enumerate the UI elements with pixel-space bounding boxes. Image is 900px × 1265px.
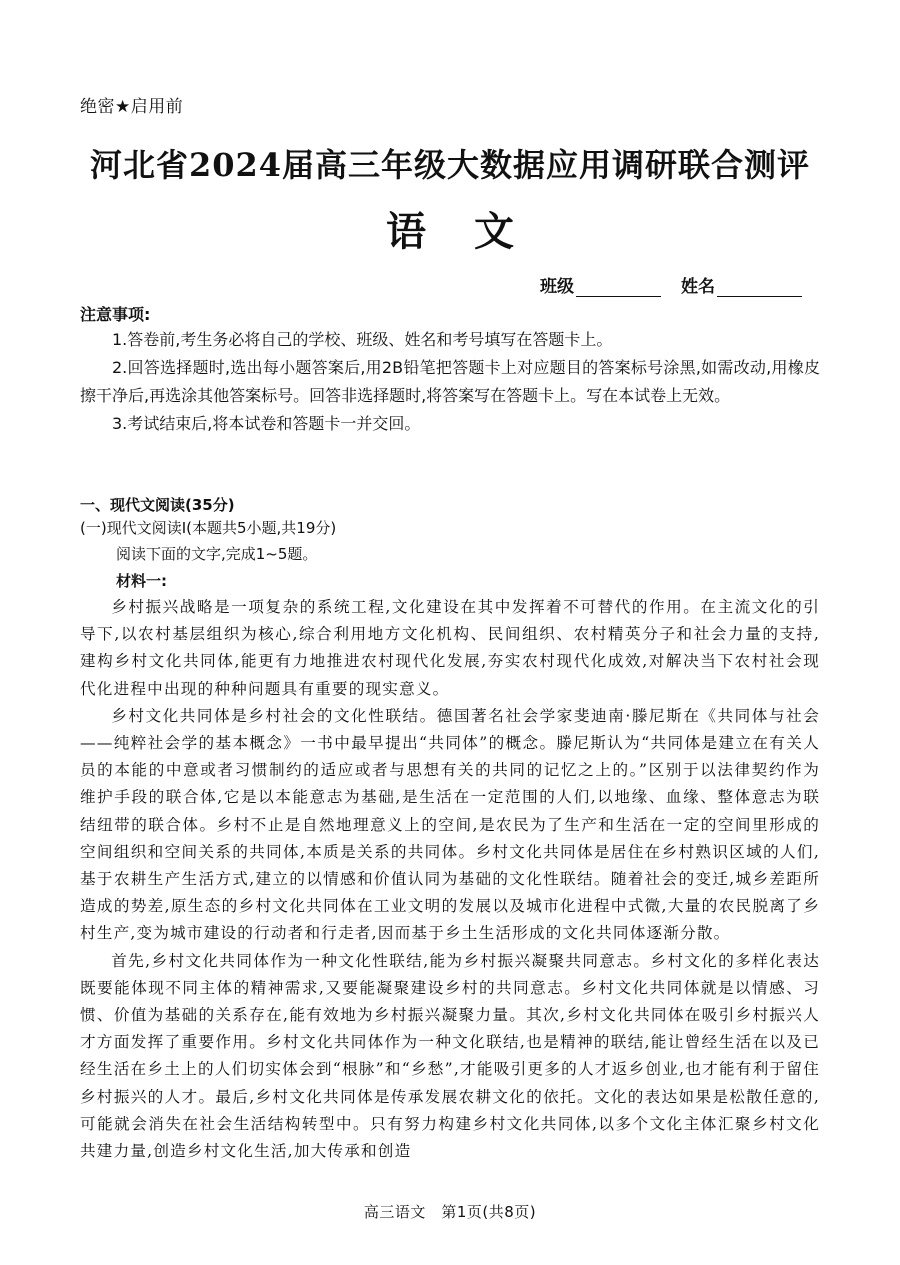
notice-item: 2.回答选择题时,选出每小题答案后,用2B铅笔把答题卡上对应题目的答案标号涂黑,如需改动,用橡皮擦干净后,再选涂其他答案标号。回答非选择题时,将答案写在答题卡上。写在本试卷上无效。: [80, 358, 820, 405]
article-paragraph: 乡村文化共同体是乡村社会的文化性联结。德国著名社会学家斐迪南·滕尼斯在《共同体与社会——纯粹社会学的基本概念》一书中最早提出“共同体”的概念。滕尼斯认为“共同体是建立在有关人员的本能的中意或者习惯制约的适应或者与思想有关的共同的记忆之上的。”区别于以法律契约作为维护手段的联合体,它是以本能意志为基础,是生活在一定范围的人们,以地缘、血缘、整体意志为联结纽带的联合体。乡村不止是自然地理意义上的空间,是农民为了生产和生活在一定的空间里形成的空间组织和空间关系的共同体,本质是关系的共同体。乡村文化共同体是居住在乡村熟识区域的人们,基于农耕生产生活方式,建立的以情感和价值认同为基础的文化性联结。随着社会的变迁,城乡差距所造成的势差,原生态的乡村文化共同体在工业文明的发展以及城市化进程中式微,大量的农民脱离了乡村生产,变为城市建设的行动者和行走者,因而基于乡土生活形成的文化共同体逐渐分散。: [80, 706, 820, 943]
sub-section-heading: (一)现代文阅读Ⅰ(本题共5小题,共19分): [80, 519, 337, 537]
class-blank-field: [576, 278, 661, 297]
name-blank-field: [717, 278, 802, 297]
material-label: 材料一:: [116, 572, 167, 590]
class-label: 班级: [540, 277, 574, 297]
subject-title: 语文: [386, 208, 562, 255]
section-heading: 一、现代文阅读(35分): [80, 496, 235, 514]
confidential-mark: 绝密★启用前: [80, 97, 184, 117]
exam-title: 河北省2024届高三年级大数据应用调研联合测评: [89, 146, 811, 184]
reading-material: [80, 594, 820, 1165]
notice-list: [80, 326, 820, 438]
student-info-row: [540, 272, 802, 297]
notice-item: 3.考试结束后,将本试卷和答题卡一并交回。: [112, 414, 421, 433]
reading-instruction: 阅读下面的文字,完成1~5题。: [116, 545, 318, 563]
page-footer: 高三语文 第1页(共8页): [363, 1203, 537, 1221]
article-paragraph: 乡村振兴战略是一项复杂的系统工程,文化建设在其中发挥着不可替代的作用。在主流文化的引导下,以农村基层组织为核心,综合利用地方文化机构、民间组织、农村精英分子和社会力量的支持,建构乡村文化共同体,能更有力地推进农村现代化发展,夯实农村现代化成效,对解决当下农村社会现代化进程中出现的种种问题具有重要的现实意义。: [80, 598, 820, 698]
article-paragraph: 首先,乡村文化共同体作为一种文化性联结,能为乡村振兴凝聚共同意志。乡村文化的多样化表达既要能体现不同主体的精神需求,又要能凝聚建设乡村的共同意志。乡村文化共同体就是以情感、习惯、价值为基础的关系存在,能有效地为乡村振兴凝聚力量。其次,乡村文化共同体在吸引乡村振兴人才方面发挥了重要作用。乡村文化共同体作为一种文化联结,也是精神的联结,能让曾经生活在以及已经生活在乡土上的人们切实体会到“根脉”和“乡愁”,才能吸引更多的人才返乡创业,也才能有利于留住乡村振兴的人才。最后,乡村文化共同体是传承发展农耕文化的依托。文化的表达如果是松散任意的,可能就会消失在社会生活结构转型中。只有努力构建乡村文化共同体,以多个文化主体汇聚乡村文化共建力量,创造乡村文化生活,加大传承和创造: [80, 951, 820, 1161]
name-label: 姓名: [681, 277, 715, 297]
notice-item: 1.答卷前,考生务必将自己的学校、班级、姓名和考号填写在答题卡上。: [112, 330, 613, 349]
notice-heading: 注意事项:: [80, 305, 151, 324]
